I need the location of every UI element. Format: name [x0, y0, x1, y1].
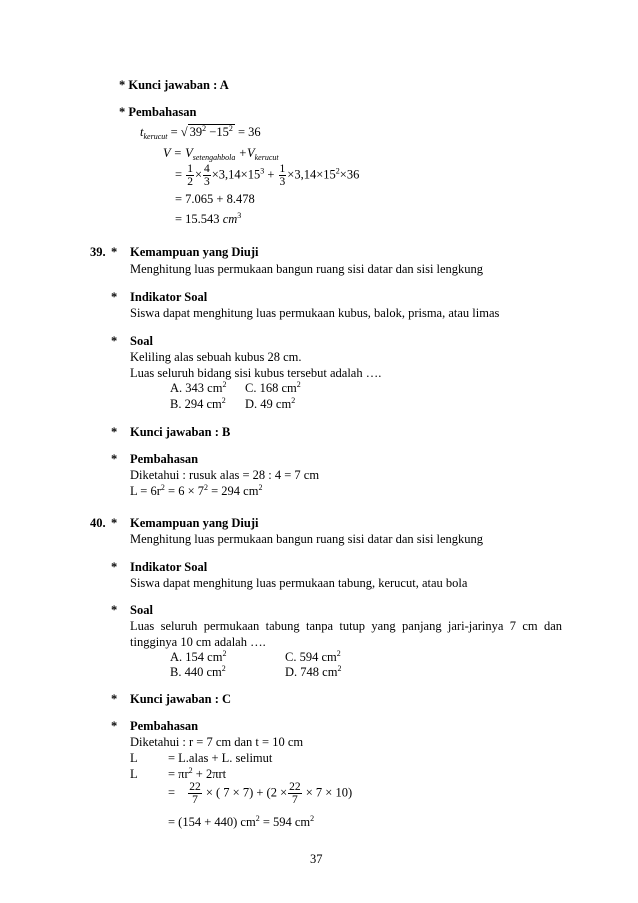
- exp: 2: [221, 664, 226, 673]
- exp: 2: [255, 814, 260, 823]
- q38-kunci-jawaban: * Kunci jawaban : A: [119, 78, 229, 92]
- exp: 2: [337, 664, 342, 673]
- q40-option-c: [285, 650, 341, 666]
- q40-l1-rhs: = L.alas + L. selimut: [168, 751, 273, 765]
- q39-kunci-heading: Kunci jawaban : B: [130, 425, 231, 439]
- exp: 2: [336, 649, 341, 658]
- term: ×3,14×15: [211, 167, 261, 182]
- q40-l4: [168, 815, 314, 831]
- bullet-asterisk: *: [111, 692, 118, 706]
- q39-pembahasan-heading: Pembahasan: [130, 452, 199, 466]
- exp: 2: [291, 396, 296, 405]
- q40-kunci-heading: Kunci jawaban : C: [130, 692, 232, 706]
- exp: 3: [237, 211, 242, 220]
- q39-indikator-text: Siswa dapat menghitung luas permukaan kubus, balok, prisma, atau limas: [130, 306, 500, 320]
- term: = 594 cm: [259, 815, 311, 829]
- exp: 2: [202, 124, 207, 133]
- option-text: B. 440 cm: [170, 665, 222, 679]
- sub-setengahbola: setengahbola: [192, 153, 236, 162]
- fraction-1-2: [186, 163, 194, 188]
- q40-indikator-heading: Indikator Soal: [130, 560, 208, 574]
- q38-eq-height: [140, 125, 261, 141]
- sqrt-expression: √ $39^2 -15^2$: [180, 124, 233, 139]
- term: = πr: [168, 767, 189, 781]
- numerator: 1: [279, 163, 286, 175]
- q40-kemampuan-text: Menghitung luas permukaan bangun ruang sisi datar dan sisi lengkung: [130, 532, 484, 546]
- term: × ( 7 × 7) + (2 ×: [202, 785, 288, 800]
- eq-sign: =: [170, 125, 181, 139]
- q39-soal-heading: Soal: [130, 334, 153, 348]
- q40-pembahasan-heading: Pembahasan: [130, 719, 199, 733]
- eq-result: = 36: [234, 125, 261, 139]
- q39-indikator-heading: Indikator Soal: [130, 290, 208, 304]
- exp: 3: [260, 166, 265, 176]
- exp: 2: [335, 166, 340, 176]
- term: = (154 + 440) cm: [168, 815, 256, 829]
- q40-option-b: [170, 665, 226, 681]
- sub-kerucut: kerucut: [254, 153, 279, 162]
- exp: 2: [221, 396, 226, 405]
- exp: 2: [296, 380, 301, 389]
- q38-eq-sum: = 7.065 + 8.478: [175, 192, 255, 206]
- q39-kemampuan-heading: Kemampuan yang Diuji: [130, 245, 259, 259]
- bullet-asterisk: *: [111, 603, 118, 617]
- bullet-asterisk: *: [111, 290, 118, 304]
- exp: 2: [222, 380, 227, 389]
- times: ×: [194, 167, 202, 182]
- option-text: D. 49 cm: [245, 397, 292, 411]
- eq-sign: =: [168, 785, 176, 800]
- v-mid: +V: [235, 146, 255, 160]
- numerator: 1: [187, 163, 193, 175]
- q39-pembahasan-line2: [130, 484, 262, 500]
- bullet-asterisk: *: [111, 719, 118, 733]
- option-text: C. 168 cm: [245, 381, 297, 395]
- bullet-asterisk: *: [111, 425, 118, 439]
- q39-pembahasan-line1: Diketahui : rusuk alas = 28 : 4 = 7 cm: [130, 468, 320, 482]
- numerator: 4: [204, 163, 210, 175]
- bullet-asterisk: *: [111, 452, 118, 466]
- sqrt-term-a: 39: [189, 125, 203, 139]
- term: × 7 × 10): [302, 785, 353, 800]
- term: = 6 × 7: [164, 484, 204, 498]
- fraction-22-7: [288, 781, 302, 806]
- q39-soal-line2: Luas seluruh bidang sisi kubus tersebut adalah ….: [130, 366, 382, 380]
- plus: +: [264, 167, 278, 182]
- term: = 294 cm: [208, 484, 259, 498]
- exp: 2: [258, 483, 263, 492]
- exp: 2: [222, 649, 227, 658]
- fraction-1-3: [279, 163, 287, 188]
- q39-option-d: [245, 397, 295, 413]
- option-text: B. 294 cm: [170, 397, 222, 411]
- v-lhs: V = V: [163, 146, 193, 160]
- q38-pembahasan-heading: * Pembahasan: [119, 105, 197, 119]
- page-number: 37: [310, 852, 323, 866]
- q40-kemampuan-heading: Kemampuan yang Diuji: [130, 516, 259, 530]
- fraction-22-7: [188, 781, 202, 806]
- q40-option-a: [170, 650, 226, 666]
- bullet-asterisk: *: [111, 334, 118, 348]
- denominator: 3: [204, 176, 210, 189]
- q39-number: 39.: [90, 245, 106, 259]
- q40-option-d: [285, 665, 341, 681]
- option-text: A. 343 cm: [170, 381, 223, 395]
- sqrt-term-b: −15: [206, 125, 229, 139]
- q40-l2-lhs: L: [130, 767, 138, 781]
- q39-kemampuan-text: Menghitung luas permukaan bangun ruang sisi datar dan sisi lengkung: [130, 262, 484, 276]
- q39-option-b: [170, 397, 226, 413]
- denominator: 3: [279, 176, 286, 189]
- q39-option-a: [170, 381, 226, 397]
- term: ×3,14×15: [287, 167, 336, 182]
- q40-l3: [168, 781, 352, 806]
- option-text: A. 154 cm: [170, 650, 223, 664]
- result-value: = 15.543: [175, 212, 223, 226]
- fraction-4-3: [203, 163, 211, 188]
- numerator: 22: [289, 781, 301, 793]
- numerator: 22: [189, 781, 201, 793]
- option-text: C. 594 cm: [285, 650, 337, 664]
- exp: 2: [160, 483, 165, 492]
- sub-kerucut: kerucut: [143, 132, 168, 141]
- var-t: t: [140, 125, 144, 139]
- q39-soal-line1: Keliling alas sebuah kubus 28 cm.: [130, 350, 302, 364]
- q40-diketahui: Diketahui : r = 7 cm dan t = 10 cm: [130, 735, 304, 749]
- denominator: 7: [192, 794, 198, 807]
- q38-eq-result: [175, 212, 241, 228]
- exp: 2: [188, 766, 193, 775]
- denominator: 2: [187, 176, 193, 189]
- bullet-asterisk: *: [111, 245, 118, 259]
- term: + 2πrt: [192, 767, 227, 781]
- bullet-asterisk: *: [111, 516, 118, 530]
- q40-number: 40.: [90, 516, 106, 530]
- term: L = 6r: [130, 484, 161, 498]
- q40-l1-lhs: L: [130, 751, 138, 765]
- q39-option-c: [245, 381, 301, 397]
- q38-eq-substitution: [175, 163, 359, 188]
- q38-eq-volume: [163, 146, 279, 162]
- q40-soal-heading: Soal: [130, 603, 153, 617]
- q40-soal-text: Luas seluruh permukaan tabung tanpa tutup yang panjang jari-jarinya 7 cm dan tingginya 10 cm adalah ….: [130, 619, 562, 649]
- unit: cm: [222, 212, 238, 226]
- term: ×36: [339, 167, 360, 182]
- option-text: D. 748 cm: [285, 665, 338, 679]
- denominator: 7: [292, 794, 298, 807]
- exp: 2: [228, 124, 233, 133]
- bullet-asterisk: *: [111, 560, 118, 574]
- q40-indikator-text: Siswa dapat menghitung luas permukaan tabung, kerucut, atau bola: [130, 576, 468, 590]
- eq-sign: =: [175, 167, 186, 182]
- exp: 2: [204, 483, 208, 492]
- exp: 2: [310, 814, 315, 823]
